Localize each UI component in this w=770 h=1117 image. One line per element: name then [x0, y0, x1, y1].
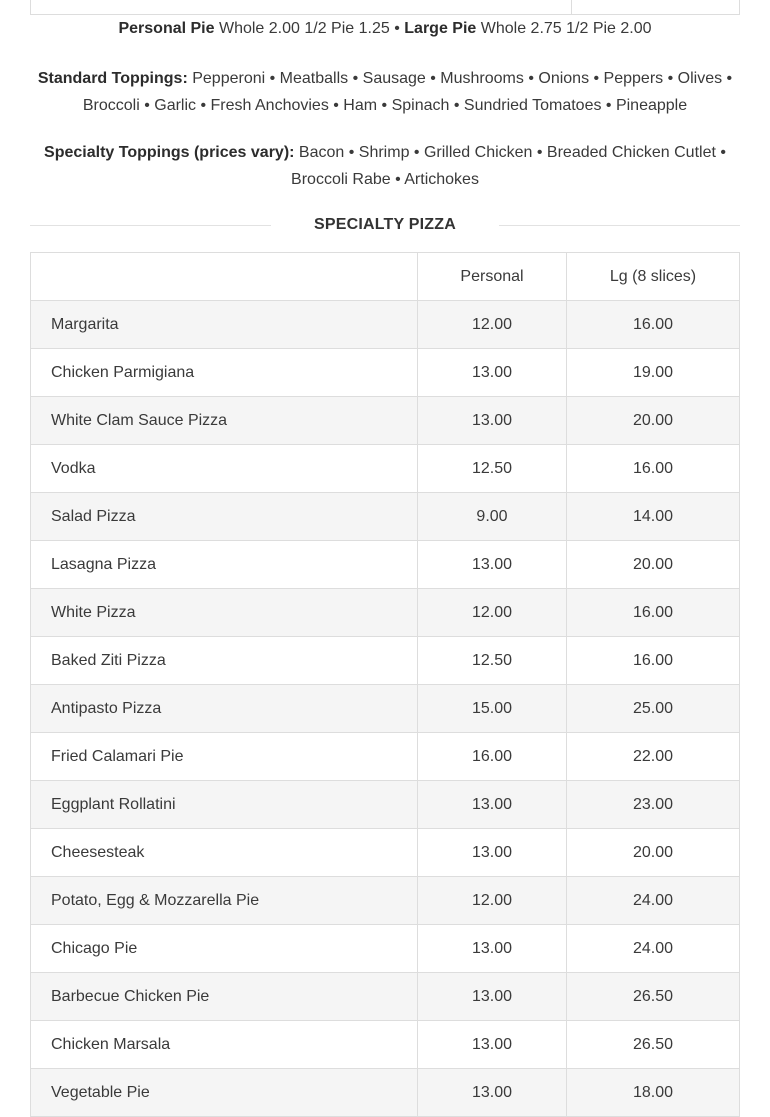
personal-price-cell: 16.00 [418, 733, 567, 781]
personal-pie-label: Personal Pie [118, 20, 215, 37]
item-name-cell: Chicken Marsala [31, 1021, 418, 1069]
item-name-cell: Potato, Egg & Mozzarella Pie [31, 877, 418, 925]
large-price-cell: 20.00 [567, 541, 740, 589]
personal-price-cell: 13.00 [418, 1021, 567, 1069]
column-header-large: Lg (8 slices) [567, 253, 740, 301]
item-name-cell: Salad Pizza [31, 493, 418, 541]
large-price-cell: 24.00 [567, 925, 740, 973]
large-price-cell: 16.00 [567, 637, 740, 685]
item-name-cell: Lasagna Pizza [31, 541, 418, 589]
specialty-toppings-list: Bacon • Shrimp • Grilled Chicken • Breaded Chicken Cutlet • Broccoli Rabe • Artichokes [291, 144, 726, 188]
item-name-cell: White Pizza [31, 589, 418, 637]
table-row [31, 397, 740, 445]
item-name-cell: Antipasto Pizza [31, 685, 418, 733]
item-name-cell: Baked Ziti Pizza [31, 637, 418, 685]
large-price-cell: 22.00 [567, 733, 740, 781]
large-pie-label: Large Pie [404, 20, 477, 37]
table-row [31, 973, 740, 1021]
large-price-cell: 26.50 [567, 973, 740, 1021]
large-price-cell: 16.00 [567, 589, 740, 637]
item-name-cell: Vegetable Pie [31, 1069, 418, 1117]
item-name-cell: Chicago Pie [31, 925, 418, 973]
large-price-cell: 14.00 [567, 493, 740, 541]
table-row [31, 1021, 740, 1069]
previous-table-cell [572, 0, 739, 14]
large-price-cell: 25.00 [567, 685, 740, 733]
large-pie-prices: Whole 2.75 1/2 Pie 2.00 [480, 20, 652, 37]
heading-divider-left [30, 225, 271, 226]
previous-table-cell [31, 0, 572, 14]
table-row [31, 925, 740, 973]
large-price-cell: 18.00 [567, 1069, 740, 1117]
specialty-toppings [30, 139, 740, 193]
table-header-row [31, 253, 740, 301]
table-row [31, 445, 740, 493]
item-name-cell: Eggplant Rollatini [31, 781, 418, 829]
table-row [31, 637, 740, 685]
personal-price-cell: 12.00 [418, 301, 567, 349]
table-row [31, 589, 740, 637]
column-header-item [31, 253, 418, 301]
table-row [31, 493, 740, 541]
large-price-cell: 16.00 [567, 301, 740, 349]
personal-price-cell: 12.00 [418, 877, 567, 925]
item-name-cell: Margarita [31, 301, 418, 349]
personal-price-cell: 13.00 [418, 1069, 567, 1117]
personal-price-cell: 13.00 [418, 397, 567, 445]
menu-page [30, 0, 740, 1117]
item-name-cell: Barbecue Chicken Pie [31, 973, 418, 1021]
personal-price-cell: 12.50 [418, 637, 567, 685]
price-separator: • [394, 20, 400, 37]
table-row [31, 733, 740, 781]
personal-price-cell: 13.00 [418, 973, 567, 1021]
item-name-cell: Chicken Parmigiana [31, 349, 418, 397]
personal-price-cell: 13.00 [418, 541, 567, 589]
table-row [31, 541, 740, 589]
column-header-personal: Personal [418, 253, 567, 301]
standard-toppings-list: Pepperoni • Meatballs • Sausage • Mushrooms • Onions • Peppers • Olives • Broccoli • Garlic • Fresh Anchovies • Ham • Spinach • Sundried Tomatoes • Pineapple [82, 70, 733, 114]
item-name-cell: Vodka [31, 445, 418, 493]
personal-price-cell: 12.00 [418, 589, 567, 637]
table-row [31, 1069, 740, 1117]
large-price-cell: 19.00 [567, 349, 740, 397]
large-price-cell: 20.00 [567, 829, 740, 877]
specialty-pizza-table [30, 252, 740, 1117]
item-name-cell: White Clam Sauce Pizza [31, 397, 418, 445]
heading-divider-right [499, 225, 740, 226]
item-name-cell: Cheesesteak [31, 829, 418, 877]
personal-price-cell: 13.00 [418, 349, 567, 397]
personal-price-cell: 9.00 [418, 493, 567, 541]
personal-price-cell: 13.00 [418, 829, 567, 877]
personal-price-cell: 12.50 [418, 445, 567, 493]
personal-pie-prices: Whole 2.00 1/2 Pie 1.25 [218, 20, 390, 37]
table-row [31, 685, 740, 733]
specialty-toppings-label: Specialty Toppings (prices vary): [44, 144, 295, 161]
standard-toppings [30, 65, 740, 119]
large-price-cell: 23.00 [567, 781, 740, 829]
personal-price-cell: 15.00 [418, 685, 567, 733]
table-row [31, 829, 740, 877]
section-heading [30, 212, 740, 238]
personal-price-cell: 13.00 [418, 925, 567, 973]
table-row [31, 781, 740, 829]
item-name-cell: Fried Calamari Pie [31, 733, 418, 781]
table-body [31, 301, 740, 1117]
section-heading-title: SPECIALTY PIZZA [314, 216, 456, 233]
table-row [31, 877, 740, 925]
large-price-cell: 20.00 [567, 397, 740, 445]
table-row [31, 349, 740, 397]
standard-toppings-label: Standard Toppings: [37, 70, 188, 87]
large-price-cell: 16.00 [567, 445, 740, 493]
large-price-cell: 24.00 [567, 877, 740, 925]
personal-price-cell: 13.00 [418, 781, 567, 829]
large-price-cell: 26.50 [567, 1021, 740, 1069]
table-row [31, 301, 740, 349]
size-prices-line [30, 19, 740, 39]
previous-table-bottom [30, 0, 740, 15]
